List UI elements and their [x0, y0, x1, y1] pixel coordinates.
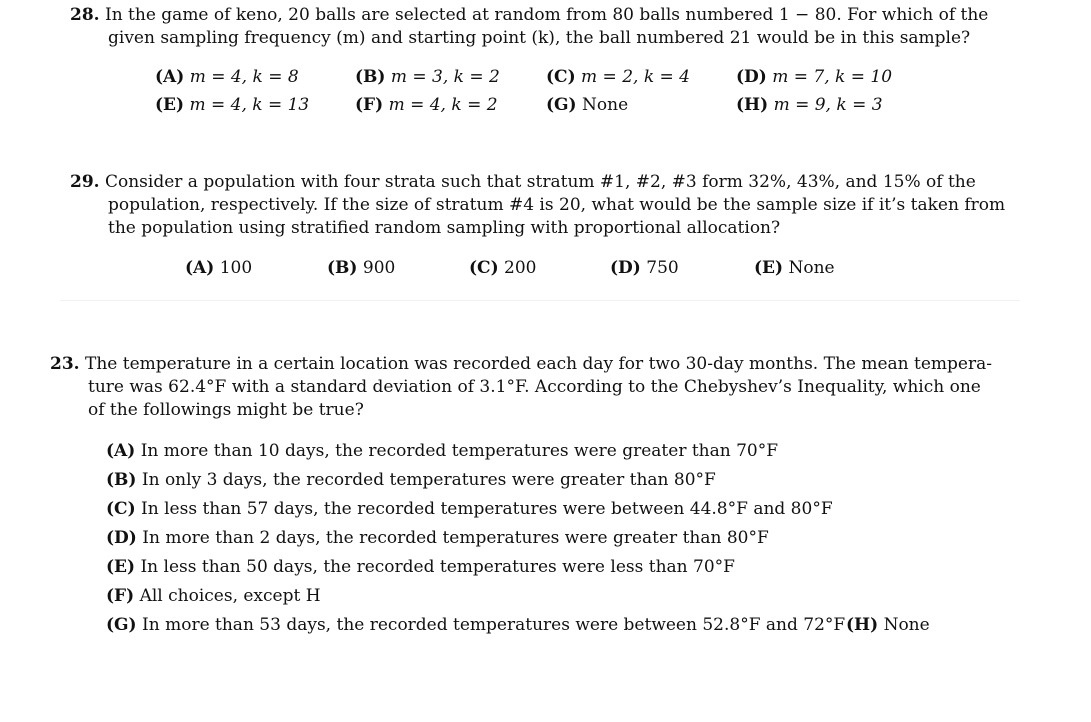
question-29-number: 29. — [70, 172, 100, 192]
q23-choice-e[interactable]: (E) In less than 50 days, the recorded temperatures were less than 70°F — [106, 557, 735, 577]
question-23-number: 23. — [50, 354, 80, 374]
q28-choice-c[interactable]: (C) m = 2, k = 4 — [546, 67, 690, 87]
q29-choice-a[interactable]: (A) 100 — [185, 258, 253, 278]
question-23-line-2: ture was 62.4°F with a standard deviation of 3.1°F. According to the Chebyshev’s Inequality, which one — [88, 377, 981, 397]
q23-choice-g[interactable]: (G) In more than 53 days, the recorded temperatures were between 52.8°F and 72°F — [106, 615, 846, 635]
q28-choice-b[interactable]: (B) m = 3, k = 2 — [355, 67, 500, 87]
question-28-line-2: given sampling frequency (m) and starting point (k), the ball numbered 21 would be in this sample? — [108, 28, 971, 48]
question-28-stem — [70, 4, 988, 50]
question-23-line-3: of the followings might be true? — [88, 400, 364, 420]
q28-choice-h[interactable]: (H) m = 9, k = 3 — [736, 95, 883, 115]
question-29-line-1: Consider a population with four strata such that stratum #1, #2, #3 form 32%, 43%, and 15% of the — [104, 172, 976, 192]
question-29-line-2: population, respectively. If the size of stratum #4 is 20, what would be the sample size if it’s taken from — [108, 195, 1006, 215]
question-23-line-1: The temperature in a certain location was recorded each day for two 30-day months. The mean tempera- — [84, 354, 992, 374]
q23-choice-f[interactable]: (F) All choices, except H — [106, 586, 321, 606]
q28-choice-f[interactable]: (F) m = 4, k = 2 — [355, 95, 498, 115]
q28-choice-d[interactable]: (D) m = 7, k = 10 — [736, 67, 893, 87]
q28-choice-g[interactable]: (G) None — [546, 95, 629, 115]
q29-choice-c[interactable]: (C) 200 — [469, 258, 537, 278]
question-28-line-1: In the game of keno, 20 balls are selected at random from 80 balls numbered 1 − 80. For which of the — [104, 5, 989, 25]
q29-choice-e[interactable]: (E) None — [754, 258, 835, 278]
question-28-number: 28. — [70, 5, 100, 25]
q23-choice-d[interactable]: (D) In more than 2 days, the recorded temperatures were greater than 80°F — [106, 528, 769, 548]
q28-choice-a[interactable]: (A) m = 4, k = 8 — [155, 67, 299, 87]
divider — [60, 300, 1020, 301]
question-29-line-3: the population using stratified random sampling with proportional allocation? — [108, 218, 781, 238]
q29-choice-d[interactable]: (D) 750 — [610, 258, 679, 278]
q23-choice-a[interactable]: (A) In more than 10 days, the recorded temperatures were greater than 70°F — [106, 441, 779, 461]
question-23-stem — [50, 353, 992, 422]
q23-choice-b[interactable]: (B) In only 3 days, the recorded temperatures were greater than 80°F — [106, 470, 716, 490]
q23-choice-h[interactable]: (H) None — [846, 615, 930, 635]
q23-choice-c[interactable]: (C) In less than 57 days, the recorded temperatures were between 44.8°F and 80°F — [106, 499, 833, 519]
q28-choice-e[interactable]: (E) m = 4, k = 13 — [155, 95, 310, 115]
question-29-stem — [70, 171, 1005, 240]
q29-choice-b[interactable]: (B) 900 — [327, 258, 396, 278]
